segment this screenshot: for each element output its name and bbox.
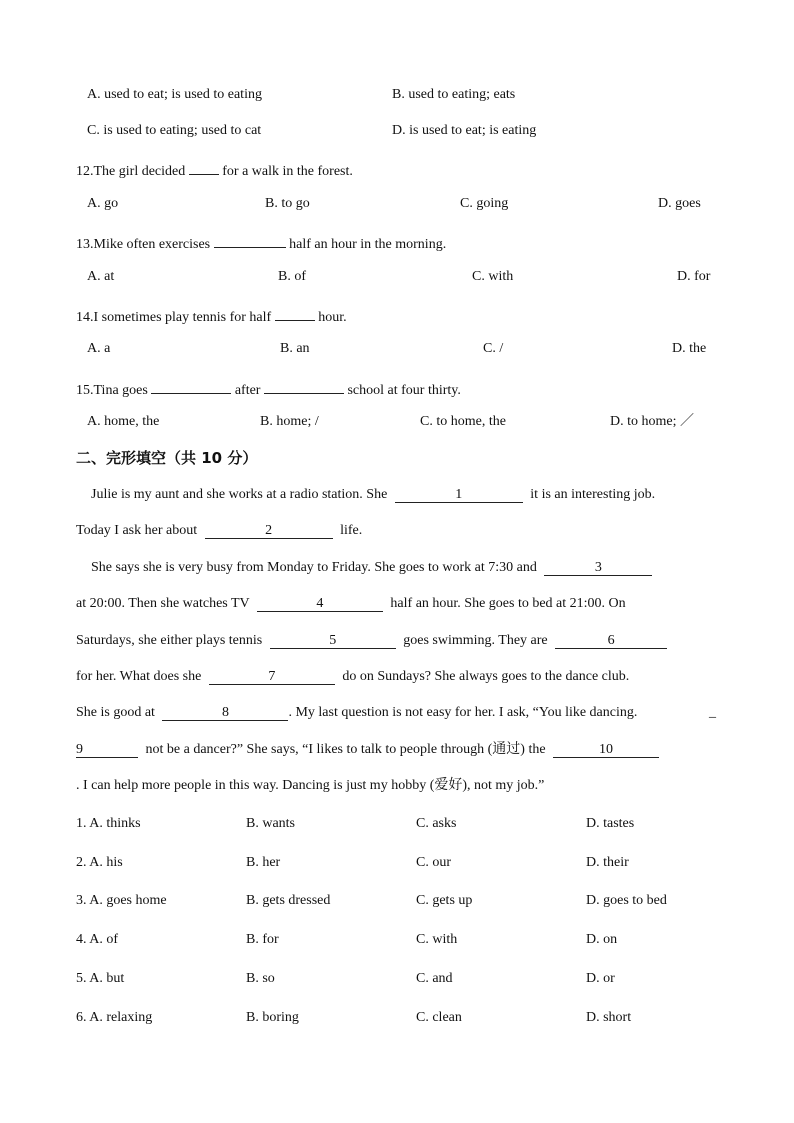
passage-text: do on Sundays? She always goes to the dance club. (342, 669, 630, 684)
q12-option-b: B. to go (265, 196, 310, 211)
q13-stem-pre: 13.Mike often exercises (76, 237, 211, 252)
cloze-option-6a: 6. A. relaxing (76, 1010, 153, 1025)
passage-line-1 (91, 486, 655, 504)
cloze-option-2a: 2. A. his (76, 855, 123, 870)
q13-option-c: C. with (472, 269, 514, 284)
passage-line-2 (76, 522, 362, 540)
q15-option-d: D. to home; ／ (610, 414, 694, 429)
passage-line-6 (76, 668, 629, 686)
q11-option-c: C. is used to eating; used to cat (87, 123, 262, 138)
cloze-blank-2[interactable]: 2 (205, 522, 333, 539)
cloze-option-1d: D. tastes (586, 816, 635, 831)
q15-option-c: C. to home, the (420, 414, 506, 429)
q12-blank[interactable] (189, 158, 219, 175)
q13-stem (76, 231, 446, 254)
cloze-option-6b: B. boring (246, 1010, 299, 1025)
q14-stem-post: hour. (318, 310, 347, 325)
passage-text: at 20:00. Then she watches TV (76, 596, 250, 611)
q14-option-c: C. / (483, 341, 504, 356)
q13-option-a: A. at (87, 269, 115, 284)
cloze-option-3b: B. gets dressed (246, 893, 331, 908)
cloze-option-1a: 1. A. thinks (76, 816, 141, 831)
cloze-option-2c: C. our (416, 855, 451, 870)
q12-option-d: D. goes (658, 196, 701, 211)
passage-text: Saturdays, she either plays tennis (76, 633, 263, 648)
q15-stem-pre: 15.Tina goes (76, 383, 148, 398)
cloze-option-3a: 3. A. goes home (76, 893, 167, 908)
passage-text: life. (340, 523, 363, 538)
q14-option-a: A. a (87, 341, 111, 356)
cloze-blank-9[interactable]: 9 (76, 741, 138, 758)
cloze-option-6d: D. short (586, 1010, 632, 1025)
passage-line-3 (91, 559, 652, 577)
q14-option-d: D. the (672, 341, 707, 356)
q12-option-a: A. go (87, 196, 119, 211)
q14-stem (76, 304, 347, 327)
q12-option-c: C. going (460, 196, 509, 211)
q15-stem-post: school at four thirty. (347, 383, 461, 398)
cloze-option-3d: D. goes to bed (586, 893, 667, 908)
passage-line-4 (76, 595, 626, 613)
passage-text: for her. What does she (76, 669, 202, 684)
passage-text: She is good at (76, 705, 155, 720)
q12-stem-post: for a walk in the forest. (222, 164, 353, 179)
passage-text: Today I ask her about (76, 523, 198, 538)
q13-option-b: B. of (278, 269, 306, 284)
cloze-option-5a: 5. A. but (76, 971, 125, 986)
cloze-option-1c: C. asks (416, 816, 457, 831)
passage-text: Julie is my aunt and she works at a radio station. She (91, 487, 388, 502)
q15-stem-mid: after (234, 383, 261, 398)
cloze-blank-6[interactable]: 6 (555, 632, 667, 649)
passage-text: She says she is very busy from Monday to Friday. She goes to work at 7:30 and (91, 560, 537, 575)
cloze-blank-3[interactable]: 3 (544, 559, 652, 576)
passage-text: it is an interesting job. (530, 487, 656, 502)
q13-stem-post: half an hour in the morning. (289, 237, 447, 252)
cloze-blank-1[interactable]: 1 (395, 486, 523, 503)
q15-stem (76, 377, 461, 400)
passage-text: not be a dancer?” She says, “I likes to talk to people through (通过) the (145, 742, 546, 757)
cloze-option-4c: C. with (416, 932, 458, 947)
q12-stem-pre: 12.The girl decided (76, 164, 186, 179)
passage-text: half an hour. She goes to bed at 21:00. On (390, 596, 626, 611)
cloze-option-4a: 4. A. of (76, 932, 118, 947)
q13-option-d: D. for (677, 269, 711, 284)
cloze-blank-4[interactable]: 4 (257, 595, 383, 612)
passage-text: . My last question is not easy for her. I ask, “You like dancing. (288, 705, 638, 720)
q15-blank-1[interactable] (151, 377, 231, 394)
cloze-option-2d: D. their (586, 855, 629, 870)
passage-trailing-underscore: _ (709, 705, 716, 720)
cloze-option-4d: D. on (586, 932, 618, 947)
q13-blank[interactable] (214, 231, 286, 248)
cloze-blank-7[interactable]: 7 (209, 668, 335, 685)
cloze-option-2b: B. her (246, 855, 281, 870)
q15-option-a: A. home, the (87, 414, 160, 429)
passage-line-5 (76, 632, 667, 650)
cloze-option-5b: B. so (246, 971, 275, 986)
q15-blank-2[interactable] (264, 377, 344, 394)
q11-option-b: B. used to eating; eats (392, 87, 516, 102)
cloze-option-6c: C. clean (416, 1010, 462, 1025)
cloze-option-3c: C. gets up (416, 893, 473, 908)
q11-option-a: A. used to eat; is used to eating (87, 87, 262, 102)
passage-text: goes swimming. They are (403, 633, 548, 648)
cloze-blank-8[interactable]: 8 (162, 704, 288, 721)
cloze-option-4b: B. for (246, 932, 279, 947)
q14-stem-pre: 14.I sometimes play tennis for half (76, 310, 272, 325)
cloze-option-1b: B. wants (246, 816, 295, 831)
passage-line-9: . I can help more people in this way. Dancing is just my hobby (爱好), not my job.” (76, 778, 545, 793)
passage-line-8 (76, 741, 659, 759)
q14-option-b: B. an (280, 341, 310, 356)
q15-option-b: B. home; / (260, 414, 319, 429)
cloze-blank-5[interactable]: 5 (270, 632, 396, 649)
section-heading: 二、完形填空（共 10 分） (76, 449, 258, 467)
cloze-option-5d: D. or (586, 971, 615, 986)
cloze-blank-10[interactable]: 10 (553, 741, 659, 758)
q14-blank[interactable] (275, 304, 315, 321)
passage-line-7 (76, 704, 637, 722)
cloze-option-5c: C. and (416, 971, 453, 986)
q11-option-d: D. is used to eat; is eating (392, 123, 537, 138)
q12-stem (76, 158, 353, 181)
